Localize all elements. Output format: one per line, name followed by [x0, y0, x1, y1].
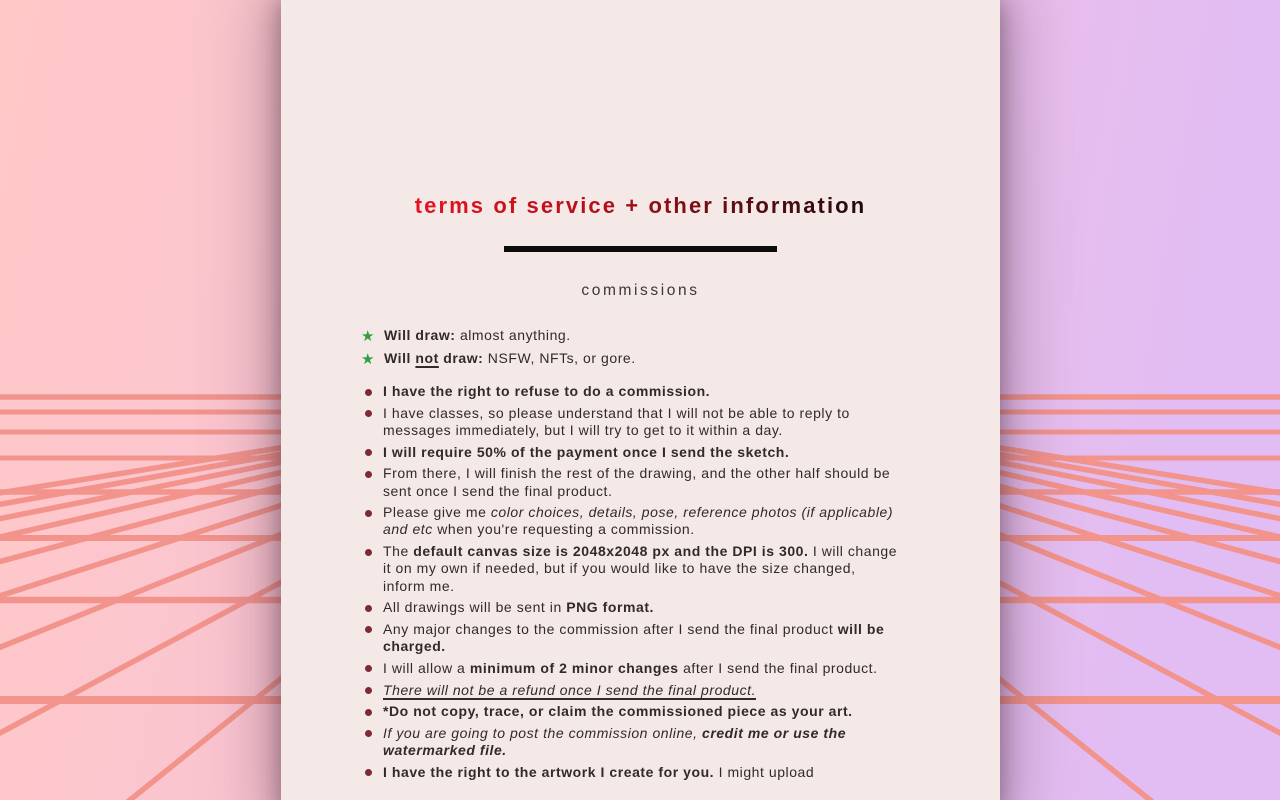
bullet-icon	[365, 687, 372, 694]
star-icon: ★	[361, 328, 375, 345]
bullet-icon	[365, 510, 372, 517]
text-segment: All drawings will be sent in	[383, 599, 567, 616]
list-item-text	[384, 324, 571, 346]
text-segment: I will change it on my own if needed, but if you would like to have the size changed, inform me.	[383, 543, 898, 594]
text-segment: I might upload	[714, 763, 815, 780]
text-segment: NSFW, NFTs, or gore.	[483, 350, 636, 366]
list-item	[365, 621, 900, 655]
list-item	[365, 599, 900, 616]
text-segment: The	[383, 543, 414, 560]
list-item	[365, 660, 900, 677]
text-segment: when you're requesting a commission.	[432, 521, 695, 538]
text-segment: PNG format.	[566, 599, 654, 616]
bullet-icon	[365, 549, 372, 556]
list-item	[365, 504, 900, 538]
text-segment: credit me or use the watermarked file.	[383, 724, 847, 759]
list-item	[365, 405, 900, 439]
document-card	[281, 0, 1000, 800]
section-heading: commissions	[581, 282, 700, 299]
text-segment: I have classes, so please understand that I will not be able to reply to messages immediately, but I will try to get to it within a day.	[383, 404, 850, 438]
text-segment: draw:	[438, 350, 484, 366]
text-segment: not	[415, 350, 439, 366]
text-segment: From there, I will finish the rest of the drawing, and the other half should be sent once I send the final product.	[383, 465, 891, 499]
bullet-icon	[365, 605, 372, 612]
list-item	[365, 703, 900, 720]
text-segment: Any major changes to the commission after I send the final product	[383, 620, 838, 637]
text-segment: Will	[384, 350, 416, 366]
page-title: terms of service + other information	[414, 193, 867, 218]
list-item	[365, 682, 900, 699]
text-segment: I have the right to the artwork I create for you.	[383, 763, 715, 780]
text-segment: I will allow a	[383, 659, 470, 676]
list-item-text	[384, 347, 636, 369]
text-segment: Please give me	[383, 504, 491, 521]
text-segment: *Do not copy, trace, or claim the commissioned piece as your art.	[383, 703, 853, 720]
bullet-icon	[365, 410, 372, 417]
bullet-icon	[365, 769, 372, 776]
list-item	[365, 725, 900, 759]
list-item	[365, 383, 900, 400]
text-segment: will be charged.	[383, 620, 885, 655]
bullet-icon	[365, 665, 372, 672]
bullet-icon	[365, 730, 372, 737]
bullet-list	[365, 383, 900, 781]
bullet-icon	[365, 471, 372, 478]
text-segment: I will require 50% of the payment once I send the sketch.	[383, 443, 790, 460]
text-segment: color choices, details, pose, reference photos (if applicable) and etc	[383, 504, 894, 538]
title-divider	[504, 246, 777, 252]
text-segment: Will draw:	[384, 327, 456, 343]
text-segment: I have the right to refuse to do a commission.	[383, 383, 711, 399]
text-segment: almost anything.	[455, 327, 571, 343]
text-segment: There will not be a refund once I send the final product.	[383, 681, 757, 698]
star-list-item	[361, 347, 1000, 370]
text-segment: minimum of 2 minor changes	[469, 659, 679, 676]
star-list-item	[361, 324, 1000, 347]
text-segment: If you are going to post the commission online,	[383, 724, 703, 741]
list-item	[365, 465, 900, 499]
star-icon: ★	[361, 351, 375, 368]
list-item	[365, 444, 900, 461]
list-item	[365, 543, 900, 595]
bullet-icon	[365, 449, 372, 456]
title-wrap	[281, 193, 1000, 219]
bullet-icon	[365, 709, 372, 716]
bullet-icon	[365, 626, 372, 633]
list-item	[365, 764, 900, 781]
bullet-icon	[365, 389, 372, 396]
star-list	[361, 324, 1000, 370]
text-segment: default canvas size is 2048x2048 px and the DPI is 300.	[413, 543, 809, 560]
text-segment: after I send the final product.	[678, 659, 878, 676]
